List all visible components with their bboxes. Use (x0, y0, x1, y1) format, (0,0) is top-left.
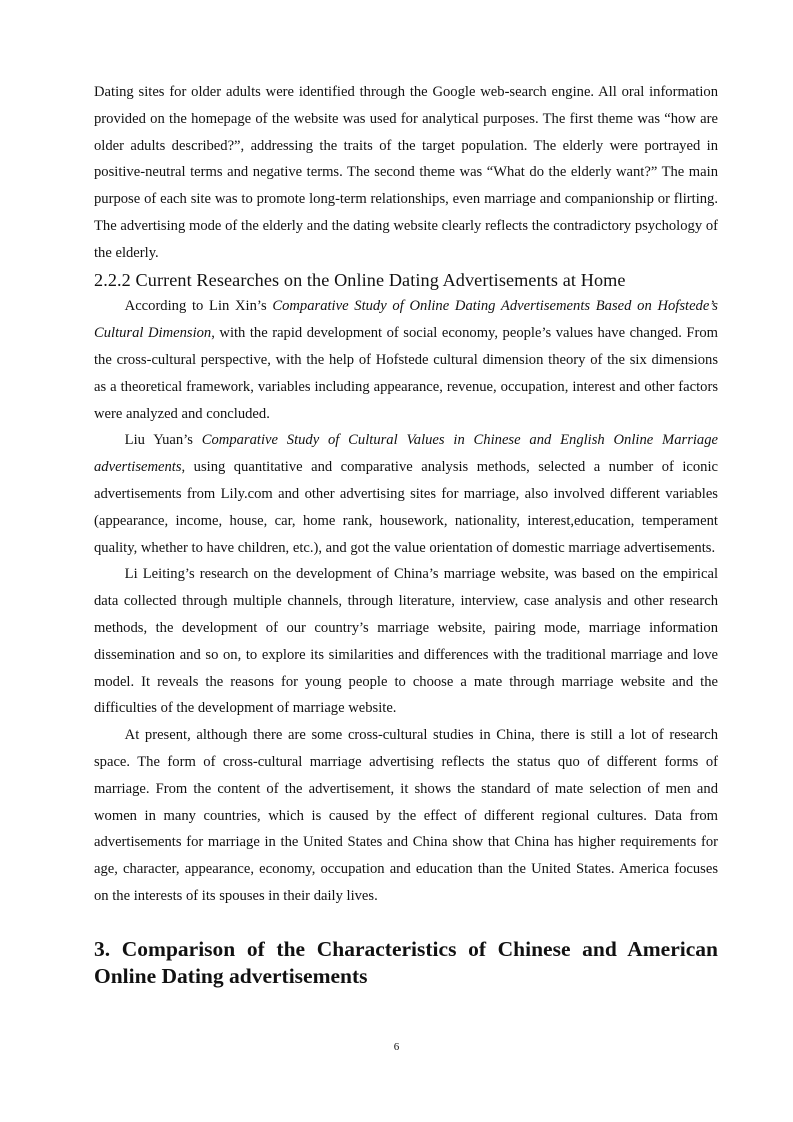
body-text (94, 79, 718, 990)
paragraph-liu-yuan (94, 427, 718, 561)
paragraph-older-adults-dating: Dating sites for older adults were identified through the Google web-search engine. All oral information provided on the homepage of the website was used for analytical purposes. The first theme was “how are older adults described?”, addressing the traits of the target population. The elderly were portrayed in positive-neutral terms and negative terms. The second theme was “What do the elderly want?” The main purpose of each site was to promote long-term relationships, even marriage and companionship or flirting. The advertising mode of the elderly and the dating website clearly reflects the contradictory psychology of the elderly. (94, 84, 718, 261)
cited-title: Comparative Study of Cultural Values in Chinese and English Online Marriage advertisements (94, 432, 718, 476)
paragraph-text: Liu Yuan’s (124, 432, 202, 449)
paragraph-text: , with the rapid development of social economy, people’s values have changed. From the cross-cultural perspective, with the help of Hofstede cultural dimension theory of the six dimensions as a theoretical framework, variables including appearance, revenue, occupation, interest and other factors were analyzed and concluded. (94, 325, 718, 422)
paragraph-li-leiting: Li Leiting’s research on the development of China’s marriage website, was based on the empirical data collected through multiple channels, through literature, interview, case analysis and other research methods, the development of our country’s marriage website, pairing mode, marriage information dissemination and so on, to explore its similarities and differences with the traditional marriage and love model. It reveals the reasons for young people to choose a mate through marriage website and the difficulties of the development of marriage website. (94, 566, 718, 717)
section-heading: 3. Comparison of the Characteristics of Chinese and American Online Dating advertisements (94, 936, 718, 988)
paragraph-present-studies: At present, although there are some cross-cultural studies in China, there is still a lot of research space. The form of cross-cultural marriage advertising reflects the status quo of different forms of marriage. From the content of the advertisement, it shows the standard of mate selection of men and women in many countries, which is caused by the effect of different regional cultures. Data from advertisements for marriage in the United States and China show that China has higher requirements for age, character, appearance, economy, occupation and education than the United States. America focuses on the interests of its spouses in their daily lives. (94, 727, 718, 904)
paragraph-lin-xin (94, 293, 718, 427)
paragraph-text: , using quantitative and comparative analysis methods, selected a number of iconic advertisements from Lily.com and other advertising sites for marriage, also involved different variables (appearance, income, house, car, home rank, housework, nationality, interest,education, temperament quality, whether to have children, etc.), and got the value orientation of domestic marriage advertisements. (94, 459, 718, 556)
cited-title: Comparative Study of Online Dating Advertisements Based on Hofstede’s Cultural Dimension (94, 298, 718, 342)
page-number: 6 (393, 1041, 400, 1053)
paragraph-text: According to Lin Xin’s (124, 298, 273, 315)
subsection-heading: 2.2.2 Current Researches on the Online Dating Advertisements at Home (94, 269, 626, 290)
section-spacer (94, 910, 718, 936)
